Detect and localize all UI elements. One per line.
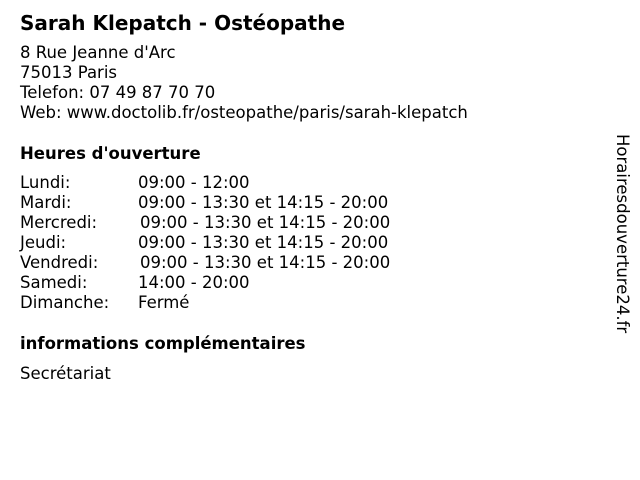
additional-info-heading: informations complémentaires — [20, 334, 306, 353]
day-label: Mercredi: — [20, 213, 98, 232]
website: Web: www.doctolib.fr/osteopathe/paris/sarah-klepatch — [20, 103, 468, 122]
time-value: 09:00 - 13:30 et 14:15 - 20:00 — [140, 213, 391, 232]
additional-info-text: Secrétariat — [20, 364, 111, 383]
time-value: 09:00 - 13:30 et 14:15 - 20:00 — [138, 193, 389, 212]
phone-number: Telefon: 07 49 87 70 70 — [20, 83, 216, 102]
day-label: Vendredi: — [20, 253, 99, 272]
time-value: 09:00 - 13:30 et 14:15 - 20:00 — [140, 253, 391, 272]
day-label: Mardi: — [20, 193, 72, 212]
time-value: 14:00 - 20:00 — [138, 273, 250, 292]
city-postal: 75013 Paris — [20, 63, 118, 82]
watermark-text: Horairesdouverture24.fr — [613, 134, 632, 334]
time-value: Fermé — [138, 293, 190, 312]
day-label: Jeudi: — [20, 233, 67, 252]
time-value: 09:00 - 13:30 et 14:15 - 20:00 — [138, 233, 389, 252]
opening-hours-heading: Heures d'ouverture — [20, 144, 201, 163]
address-block — [20, 43, 468, 123]
day-label: Dimanche: — [20, 293, 110, 312]
street-address: 8 Rue Jeanne d'Arc — [20, 43, 176, 62]
day-label: Lundi: — [20, 173, 71, 192]
page-title: Sarah Klepatch - Ostéopathe — [20, 11, 346, 35]
time-value: 09:00 - 12:00 — [138, 173, 250, 192]
day-label: Samedi: — [20, 273, 88, 292]
